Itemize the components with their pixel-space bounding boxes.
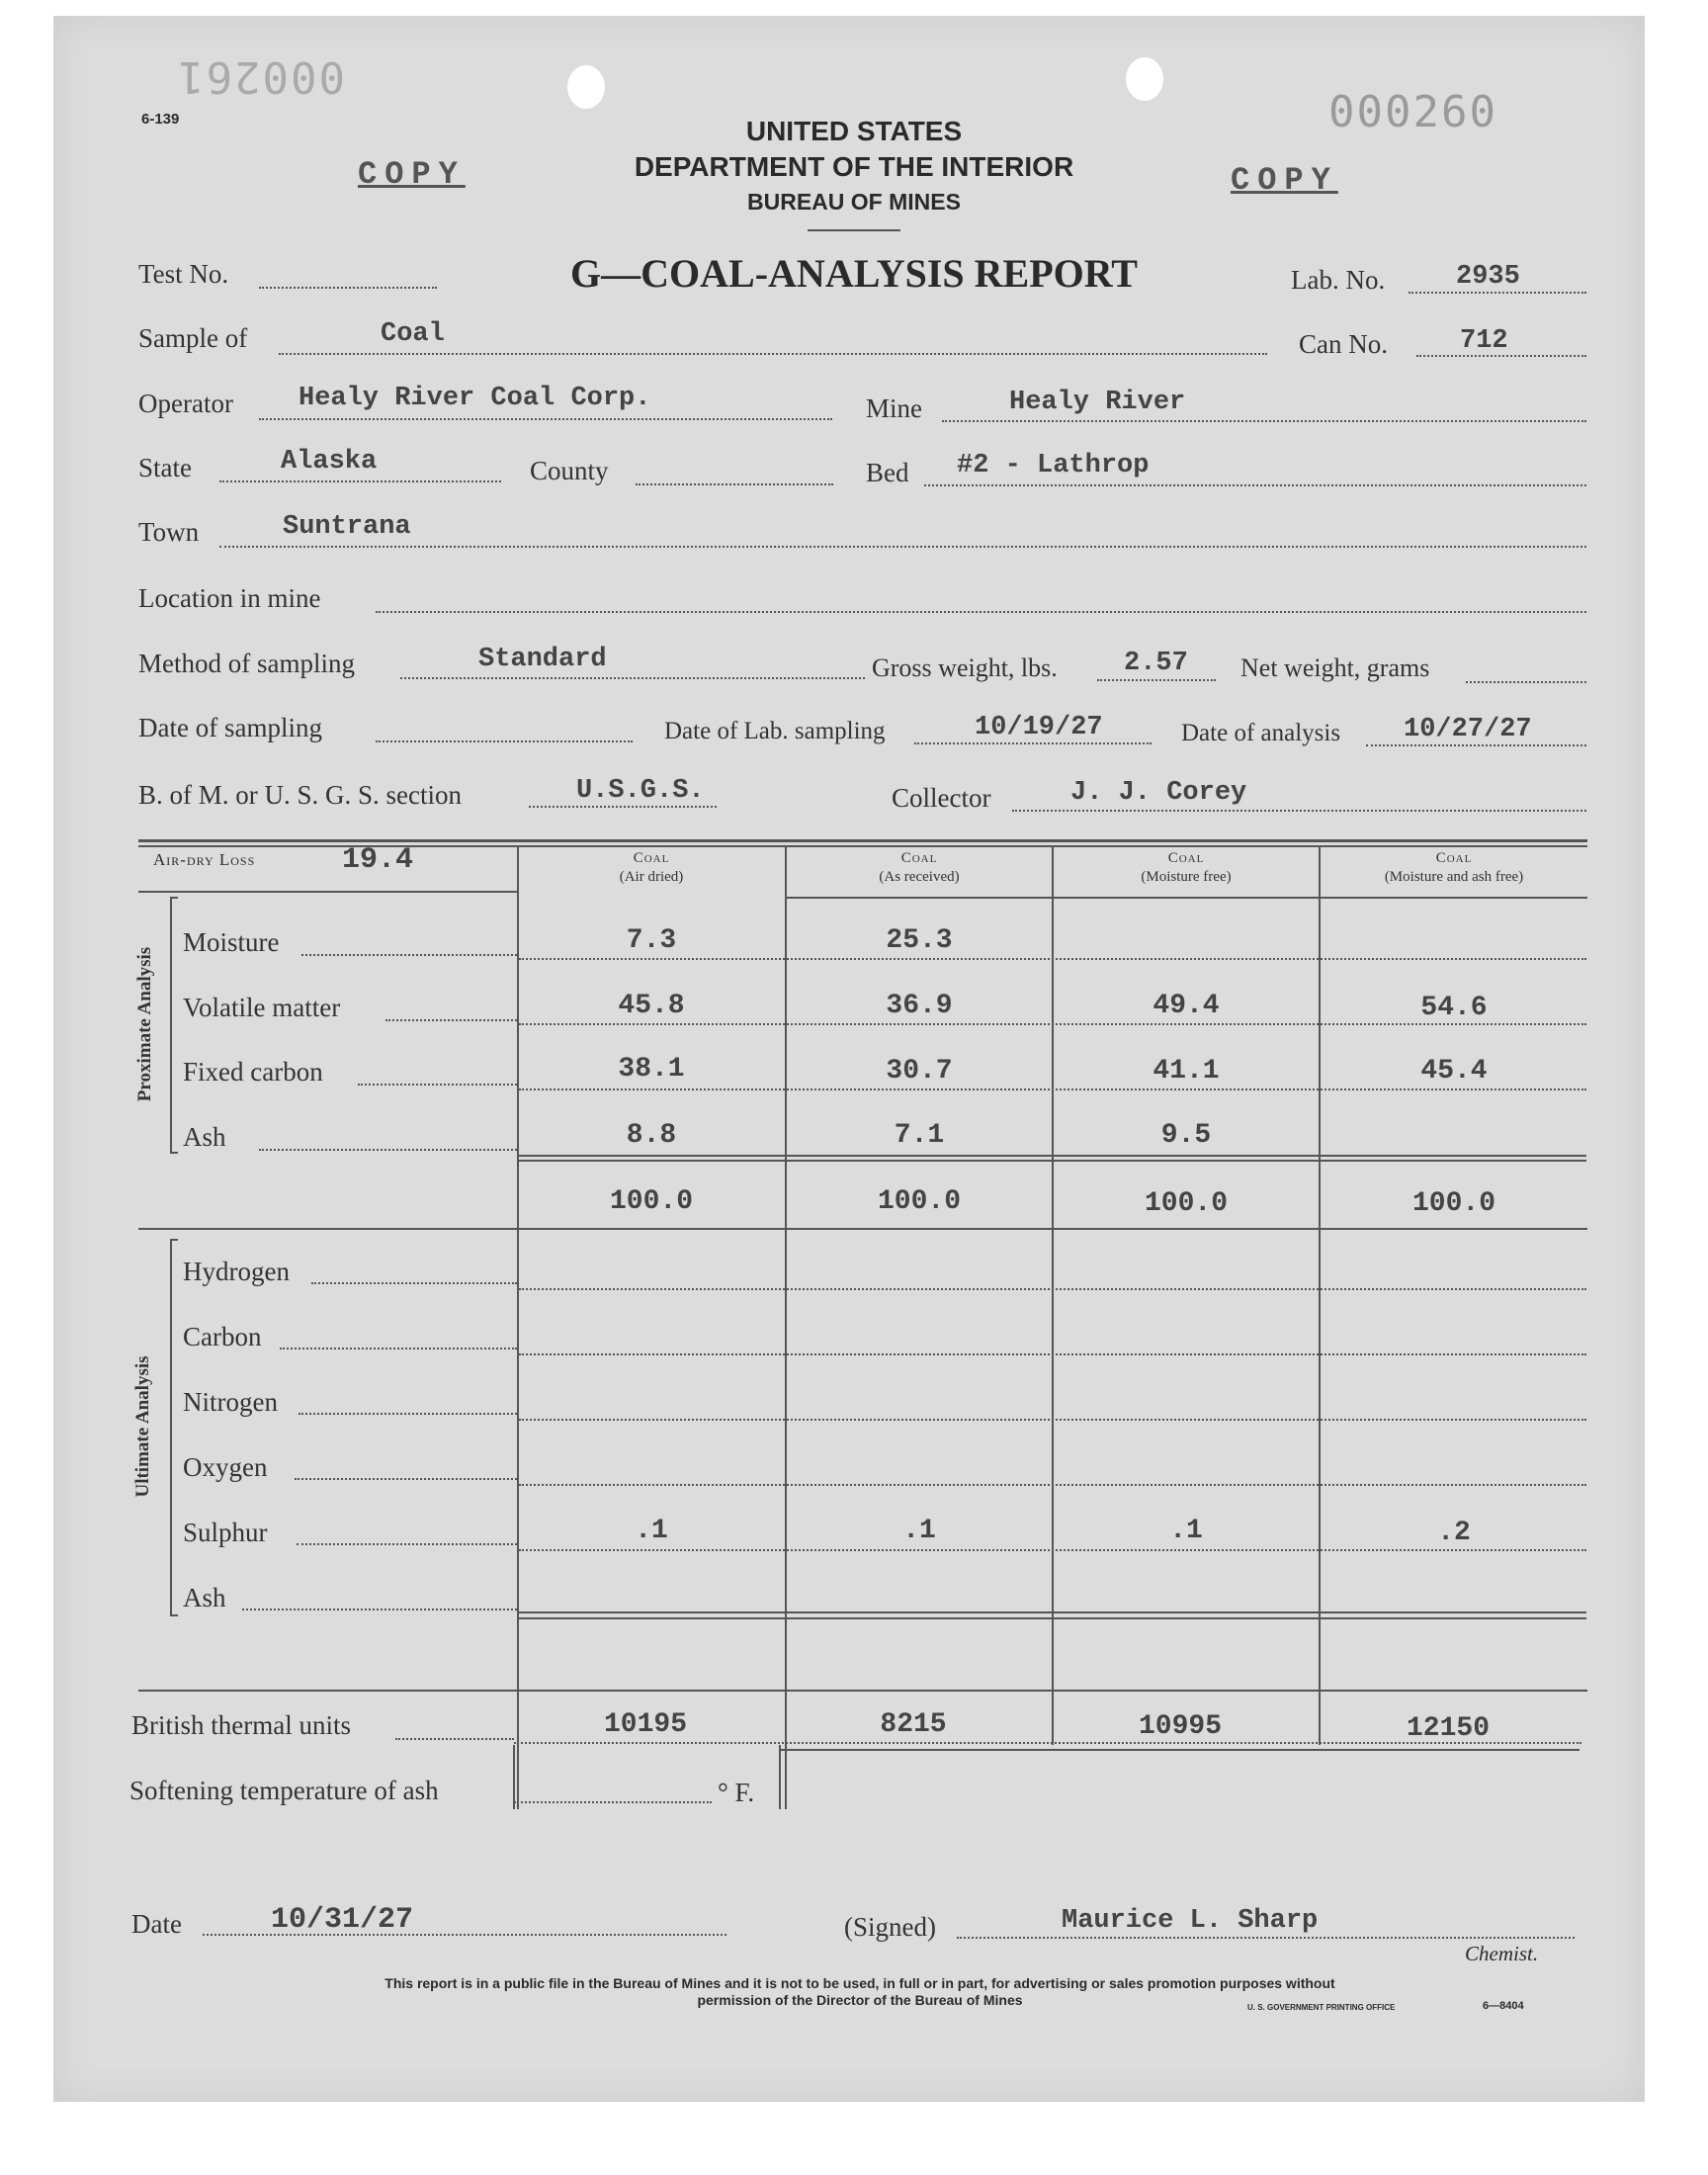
punch-hole <box>1126 57 1163 101</box>
town-line <box>219 546 1586 548</box>
date-lab-value: 10/19/27 <box>975 713 1103 742</box>
stamp-number-right: 000260 <box>1328 87 1497 137</box>
town-label: Town <box>138 517 200 547</box>
column-divider <box>779 1745 781 1809</box>
column-header-air-dried <box>519 849 784 887</box>
row-label-ash: Ash <box>183 1122 226 1152</box>
date-lab-line <box>914 742 1152 744</box>
row-label-volatile-matter: Volatile matter <box>183 993 341 1022</box>
proximate-bracket <box>170 897 172 1152</box>
ultimate-bracket-top <box>170 1239 178 1241</box>
row-label-moisture: Moisture <box>183 927 280 957</box>
test-no-line <box>259 287 437 289</box>
row-label-oxygen: Oxygen <box>183 1452 268 1482</box>
lab-no-line <box>1409 292 1586 294</box>
punch-hole <box>567 65 605 109</box>
row-leader <box>385 1019 517 1021</box>
bed-value: #2 - Lathrop <box>957 451 1150 480</box>
bed-line <box>924 484 1586 486</box>
column-header-sub: (Moisture and ash free) <box>1384 869 1524 885</box>
date-value: 10/31/27 <box>271 1903 414 1937</box>
method-label: Method of sampling <box>138 649 355 678</box>
collector-line <box>1012 810 1586 812</box>
row-line <box>519 1353 1586 1355</box>
cell-volatile-as-received: 36.9 <box>886 991 953 1021</box>
row-line <box>519 1549 1586 1551</box>
row-label-sulphur: Sulphur <box>183 1518 268 1547</box>
air-dry-loss-label: Air-dry Loss <box>153 850 256 869</box>
row-leader <box>299 1413 517 1415</box>
copy-stamp-left: COPY <box>358 156 466 193</box>
sample-of-value: Coal <box>381 319 445 349</box>
report-title: G—COAL-ANALYSIS REPORT <box>570 251 1138 296</box>
column-divider <box>1319 845 1321 1745</box>
ultimate-rule <box>519 1611 1586 1613</box>
state-label: State <box>138 453 192 482</box>
air-dry-loss-value: 19.4 <box>342 843 414 877</box>
column-header-top: Coal <box>1167 850 1205 866</box>
notice-line-1: This report is in a public file in the Bureau of Mines and it is not to be used, in full or in part, for advertising or sales promotion purposes without <box>384 1975 1335 1991</box>
ultimate-analysis-label: Ultimate Analysis <box>132 1355 153 1498</box>
row-leader <box>358 1084 517 1086</box>
total-maf: 100.0 <box>1411 1188 1495 1219</box>
btu-as-received: 8215 <box>880 1709 947 1740</box>
form-number: 6—8404 <box>1483 2000 1524 2012</box>
cell-sulphur-air-dried: .1 <box>635 1516 668 1546</box>
net-weight-label: Net weight, grams <box>1240 653 1430 682</box>
mine-line <box>942 420 1586 422</box>
gross-weight-label: Gross weight, lbs. <box>872 653 1058 682</box>
column-header-as-received <box>787 849 1052 887</box>
form-code: 6-139 <box>141 111 180 128</box>
printing-office: U. S. GOVERNMENT PRINTING OFFICE <box>1247 2003 1396 2012</box>
row-leader <box>295 1478 517 1480</box>
column-header-sub: (Moisture free) <box>1141 869 1232 885</box>
row-label-fixed-carbon: Fixed carbon <box>183 1057 323 1087</box>
county-label: County <box>530 456 609 485</box>
row-leader <box>242 1609 517 1610</box>
location-label: Location in mine <box>138 583 321 613</box>
header-line-1: UNITED STATES <box>745 116 963 146</box>
table-top-rule <box>138 839 1587 842</box>
date-lab-label: Date of Lab. sampling <box>664 718 886 744</box>
gross-weight-line <box>1097 679 1216 681</box>
signed-label: (Signed) <box>844 1912 936 1942</box>
county-line <box>636 483 833 485</box>
row-label-hydrogen: Hydrogen <box>183 1257 290 1286</box>
row-leader <box>395 1738 514 1740</box>
header-line-2: DEPARTMENT OF THE INTERIOR <box>634 151 1074 182</box>
mine-value: Healy River <box>1009 388 1186 417</box>
date-analysis-label: Date of analysis <box>1181 720 1341 746</box>
btu-air-dried: 10195 <box>603 1709 687 1740</box>
column-header-top: Coal <box>1435 850 1473 866</box>
btu-top-rule <box>138 1690 1587 1692</box>
lab-no-value: 2935 <box>1456 262 1520 292</box>
row-leader <box>280 1348 517 1349</box>
proximate-bracket-bottom <box>170 1152 178 1154</box>
row-line <box>519 958 1586 960</box>
date-sampling-label: Date of sampling <box>138 713 322 742</box>
row-leader <box>311 1282 517 1284</box>
operator-line <box>259 418 832 420</box>
cell-volatile-maf: 54.6 <box>1420 993 1488 1023</box>
cell-fixed-carbon-air-dried: 38.1 <box>618 1054 685 1085</box>
btu-bottom-rule <box>779 1749 1580 1751</box>
totals-rule <box>138 1228 1587 1230</box>
section-line <box>529 806 717 808</box>
date-analysis-value: 10/27/27 <box>1404 715 1532 744</box>
gross-weight-value: 2.57 <box>1124 649 1188 678</box>
signature-value: Maurice L. Sharp <box>1062 1906 1319 1936</box>
row-line <box>519 1088 1586 1090</box>
ultimate-bracket <box>170 1239 172 1614</box>
total-as-received: 100.0 <box>877 1186 961 1217</box>
location-line <box>376 611 1586 613</box>
row-line <box>519 1023 1586 1025</box>
cell-ash-air-dried: 8.8 <box>626 1120 677 1151</box>
header-rule <box>808 229 900 231</box>
ultimate-rule <box>519 1617 1586 1619</box>
row-leader <box>259 1149 517 1151</box>
stamp-number-left: 000261 <box>176 51 345 102</box>
column-header-top: Coal <box>633 850 670 866</box>
row-line <box>519 1288 1586 1290</box>
bed-label: Bed <box>866 458 909 487</box>
section-label: B. of M. or U. S. G. S. section <box>138 780 463 810</box>
header-rule <box>138 891 517 893</box>
chemist-label: Chemist. <box>1465 1942 1539 1965</box>
row-label-nitrogen: Nitrogen <box>183 1387 278 1417</box>
column-header-sub: (Air dried) <box>619 869 684 885</box>
date-label: Date <box>131 1909 182 1939</box>
column-header-moisture-free <box>1054 849 1319 887</box>
sample-of-label: Sample of <box>138 323 248 353</box>
cell-fixed-carbon-maf: 45.4 <box>1420 1056 1488 1087</box>
net-weight-line <box>1466 681 1586 683</box>
cell-ash-as-received: 7.1 <box>894 1120 945 1151</box>
cell-sulphur-moisture-free: .1 <box>1169 1516 1203 1546</box>
can-no-label: Can No. <box>1299 329 1388 359</box>
btu-label: British thermal units <box>131 1710 351 1740</box>
date-sampling-line <box>376 740 633 742</box>
header-rule <box>785 897 1587 899</box>
cell-volatile-moisture-free: 49.4 <box>1153 991 1220 1021</box>
cell-ash-moisture-free: 9.5 <box>1160 1120 1212 1151</box>
proximate-analysis-label: Proximate Analysis <box>134 946 155 1102</box>
row-line <box>519 1484 1586 1486</box>
cell-fixed-carbon-moisture-free: 41.1 <box>1153 1056 1220 1087</box>
subtotal-rule <box>519 1160 1586 1162</box>
cell-fixed-carbon-as-received: 30.7 <box>886 1056 953 1087</box>
total-air-dried: 100.0 <box>609 1186 693 1217</box>
column-header-sub: (As received) <box>879 869 960 885</box>
btu-moisture-free: 10995 <box>1138 1711 1222 1742</box>
row-label-ultimate-ash: Ash <box>183 1583 226 1612</box>
notice-line-2: permission of the Director of the Bureau of Mines <box>697 1992 1023 2008</box>
state-line <box>219 480 501 482</box>
cell-moisture-air-dried: 7.3 <box>626 925 677 956</box>
softening-unit: ° F. <box>718 1778 755 1807</box>
lab-no-label: Lab. No. <box>1291 265 1386 295</box>
operator-value: Healy River Coal Corp. <box>299 384 651 413</box>
column-header-moisture-ash-free <box>1321 849 1587 887</box>
column-divider <box>513 1745 515 1809</box>
cell-sulphur-as-received: .1 <box>902 1516 936 1546</box>
softening-label: Softening temperature of ash <box>129 1776 439 1805</box>
cell-moisture-as-received: 25.3 <box>886 925 953 956</box>
row-leader <box>301 954 517 956</box>
row-leader <box>297 1543 517 1545</box>
ultimate-bracket-bottom <box>170 1614 178 1616</box>
header-line-3: BUREAU OF MINES <box>747 189 961 215</box>
column-header-top: Coal <box>900 850 938 866</box>
copy-stamp-right: COPY <box>1231 162 1338 199</box>
test-no-label: Test No. <box>138 259 229 289</box>
operator-label: Operator <box>138 389 233 418</box>
mine-label: Mine <box>866 393 922 423</box>
cell-sulphur-maf: .2 <box>1437 1518 1471 1548</box>
signature-line <box>957 1937 1575 1939</box>
collector-value: J. J. Corey <box>1070 778 1247 808</box>
sample-of-line <box>279 353 1267 355</box>
can-no-value: 712 <box>1460 326 1508 356</box>
row-line <box>519 1419 1586 1421</box>
cell-volatile-air-dried: 45.8 <box>618 991 685 1021</box>
town-value: Suntrana <box>283 512 411 542</box>
proximate-bracket-top <box>170 897 178 899</box>
column-divider <box>1052 845 1054 1745</box>
softening-line <box>514 1801 712 1803</box>
date-analysis-line <box>1366 744 1586 746</box>
collector-label: Collector <box>892 783 991 813</box>
method-value: Standard <box>478 645 607 674</box>
btu-maf: 12150 <box>1406 1713 1490 1744</box>
subtotal-rule <box>519 1155 1586 1157</box>
row-label-carbon: Carbon <box>183 1322 262 1351</box>
method-line <box>400 677 865 679</box>
state-value: Alaska <box>281 447 378 477</box>
section-value: U.S.G.S. <box>576 776 705 806</box>
total-moisture-free: 100.0 <box>1144 1188 1228 1219</box>
